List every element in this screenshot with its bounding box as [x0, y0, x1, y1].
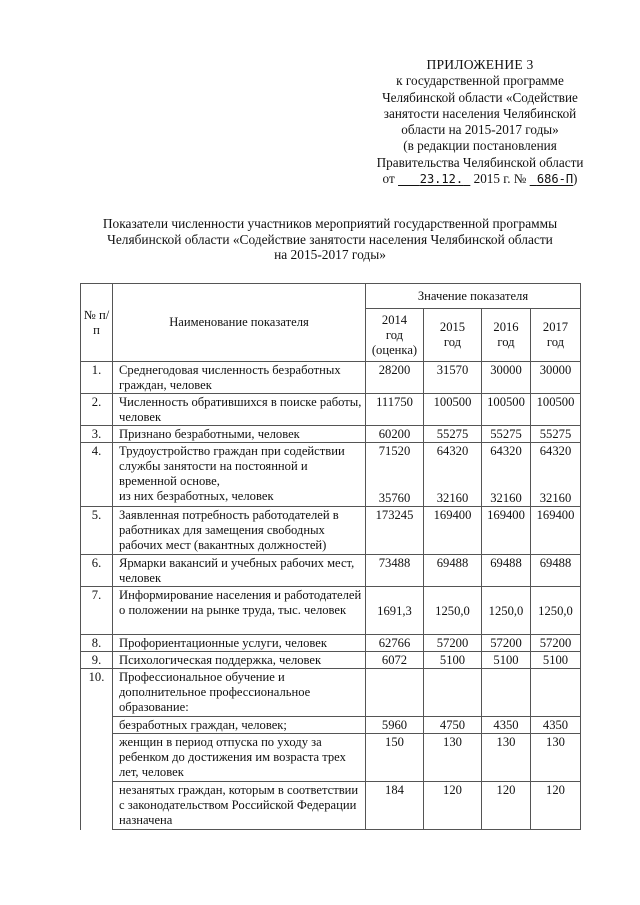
appendix-line: области на 2015-2017 годы» — [401, 122, 559, 138]
table-row: женщин в период отпуска по уходу за ребенком до достижения им возраста трех лет, человек 150 130 130 130 — [81, 734, 581, 782]
table-row: незанятых граждан, которым в соответствии с законодательством Российской Федерации назначена 184 120 120 120 — [81, 782, 581, 830]
appendix-line: занятости населения Челябинской — [383, 105, 577, 121]
header-num: № п/п — [81, 284, 113, 362]
appendix-title: ПРИЛОЖЕНИЕ 3 — [426, 57, 534, 72]
resolution-number: 686-П — [536, 172, 574, 187]
resolution-date-line — [330, 171, 630, 187]
table-row: 4. Трудоустройство граждан при содействии службы занятости на постоянной и временной основе, из них безработных, человек 71520 35760 64320 32160 64320 32160 64320 32160 — [81, 443, 581, 507]
appendix-block — [330, 57, 630, 187]
indicators-table — [80, 283, 581, 830]
appendix-line: к государственной программе — [396, 73, 564, 89]
table-row: безработных граждан, человек; 5960 4750 4350 4350 — [81, 717, 581, 734]
header-name: Наименование показателя — [113, 284, 366, 362]
heading-line: Показатели численности участников мероприятий государственной программы — [102, 216, 558, 231]
appendix-line: (в редакции постановления — [403, 138, 557, 154]
header-year-2015: 2015 год — [424, 309, 482, 362]
header-values-group: Значение показателя — [366, 284, 581, 309]
date-prefix: от — [382, 171, 395, 187]
header-year-2014: 2014 год (оценка) — [366, 309, 424, 362]
table-row: 7. Информирование населения и работодателей о положении на рынке труда, тыс. человек 1691,3 1250,0 1250,0 1250,0 — [81, 587, 581, 635]
document-heading — [60, 216, 600, 263]
table-row: 6. Ярмарки вакансий и учебных рабочих мест, человек 73488 69488 69488 69488 — [81, 555, 581, 587]
table-row: 9. Психологическая поддержка, человек 6072 5100 5100 5100 — [81, 652, 581, 669]
resolution-date: 23.12. — [419, 172, 464, 187]
heading-line: Челябинской области «Содействие занятости населения Челябинской области — [107, 231, 553, 247]
header-year-2017: 2017 год — [531, 309, 581, 362]
header-year-2016: 2016 год — [482, 309, 531, 362]
appendix-line: Челябинской области «Содействие — [382, 89, 578, 105]
heading-line: на 2015-2017 годы» — [274, 247, 386, 263]
table-row: 8. Профориентационные услуги, человек 62766 57200 57200 57200 — [81, 635, 581, 652]
table-row: 2. Численность обратившихся в поиске работы, человек 111750 100500 100500 100500 — [81, 394, 581, 426]
table-row: 3. Признано безработными, человек 60200 55275 55275 55275 — [81, 426, 581, 443]
appendix-line: Правительства Челябинской области — [376, 154, 584, 170]
closing-paren: ) — [573, 171, 578, 187]
table-row: 5. Заявленная потребность работодателей в работниках для замещения свободных рабочих мест (вакантных должностей) 173245 169400 169400 169400 — [81, 507, 581, 555]
table-row: 1. Среднегодовая численность безработных граждан, человек 28200 31570 30000 30000 — [81, 362, 581, 394]
table-row: 10. Профессиональное обучение и дополнительное профессиональное образование: — [81, 669, 581, 717]
resolution-year: 2015 г. № — [473, 171, 527, 187]
